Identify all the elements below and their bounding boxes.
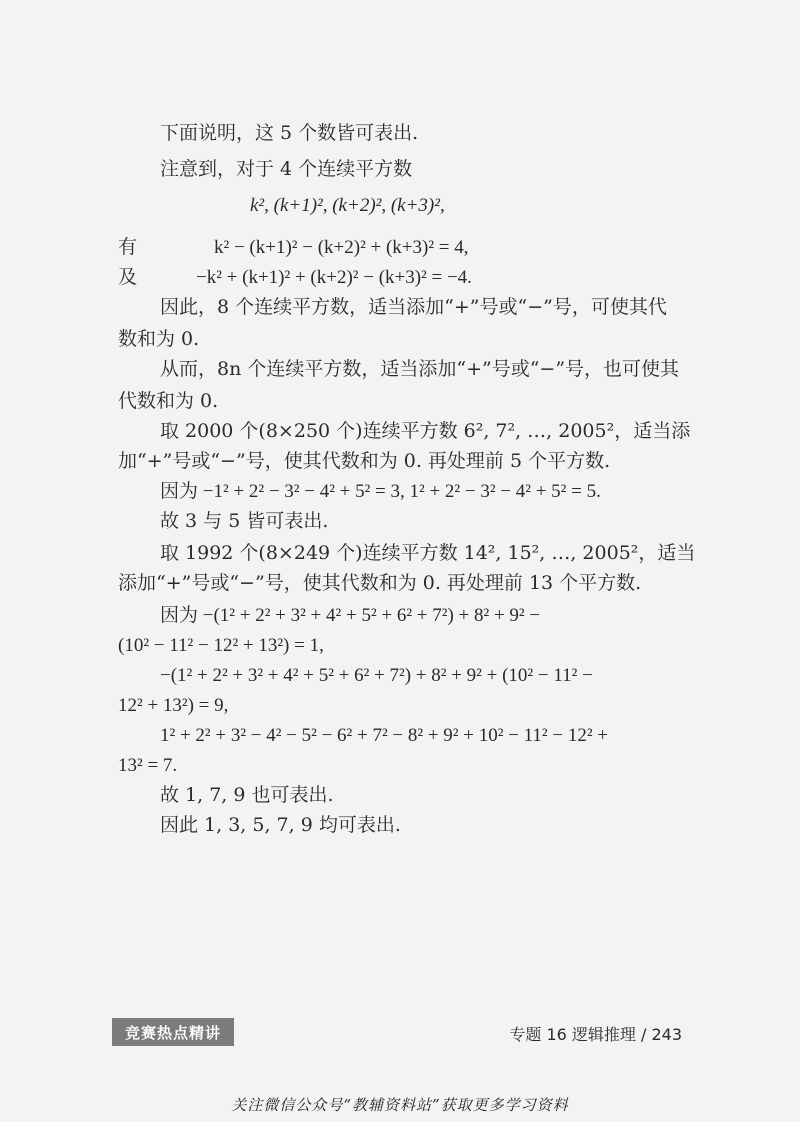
text-line: 1² + 2² + 3² − 4² − 5² − 6² + 7² − 8² + 9² + 10² − 11² − 12² +: [160, 725, 608, 746]
text-line: (10² − 11² − 12² + 13²) = 1,: [118, 635, 324, 656]
text-line: 数和为 0.: [118, 328, 200, 350]
text-label: 及: [118, 266, 138, 288]
text-line: 注意到，对于 4 个连续平方数: [160, 158, 413, 180]
text-line: 因此，8 个连续平方数，适当添加“+”号或“−”号，可使其代: [160, 296, 667, 318]
watermark-text: 关注微信公众号“教辅资料站”获取更多学习资料: [231, 1096, 569, 1114]
text-line: −(1² + 2² + 3² + 4² + 5² + 6² + 7²) + 8² + 9² + (10² − 11² −: [160, 665, 593, 686]
math-display: k², (k+1)², (k+2)², (k+3)²,: [250, 195, 445, 216]
text-line: 代数和为 0.: [118, 390, 219, 412]
text-line: 因为 −(1² + 2² + 3² + 4² + 5² + 6² + 7²) + 8² + 9² −: [160, 605, 541, 626]
math-display: k² − (k+1)² − (k+2)² + (k+3)² = 4,: [214, 237, 469, 258]
text-label: 有: [118, 236, 138, 258]
text-line: 12² + 13²) = 9,: [118, 695, 229, 716]
text-line: 因此 1, 3, 5, 7, 9 均可表出.: [160, 814, 401, 836]
text-line: 取 2000 个(8×250 个)连续平方数 6², 7², …, 2005²，适当添: [160, 420, 691, 442]
math-display: −k² + (k+1)² + (k+2)² − (k+3)² = −4.: [196, 267, 472, 288]
text-line: 13² = 7.: [118, 755, 178, 776]
text-line: 故 3 与 5 皆可表出.: [160, 510, 329, 532]
series-badge: 竞赛热点精讲: [112, 1018, 234, 1046]
text-line: 从而，8n 个连续平方数，适当添加“+”号或“−”号，也可使其: [160, 358, 680, 380]
text-line: 加“+”号或“−”号，使其代数和为 0. 再处理前 5 个平方数.: [118, 450, 611, 472]
text-line: 下面说明，这 5 个数皆可表出.: [160, 122, 419, 144]
text-line: 故 1, 7, 9 也可表出.: [160, 784, 334, 806]
running-footer: 专题 16 逻辑推理 / 243: [509, 1025, 682, 1044]
text-line: 取 1992 个(8×249 个)连续平方数 14², 15², …, 2005²，适当: [160, 542, 696, 564]
text-line: 因为 −1² + 2² − 3² − 4² + 5² = 3, 1² + 2² − 3² − 4² + 5² = 5.: [160, 481, 601, 502]
text-line: 添加“+”号或“−”号，使其代数和为 0. 再处理前 13 个平方数.: [118, 572, 642, 594]
